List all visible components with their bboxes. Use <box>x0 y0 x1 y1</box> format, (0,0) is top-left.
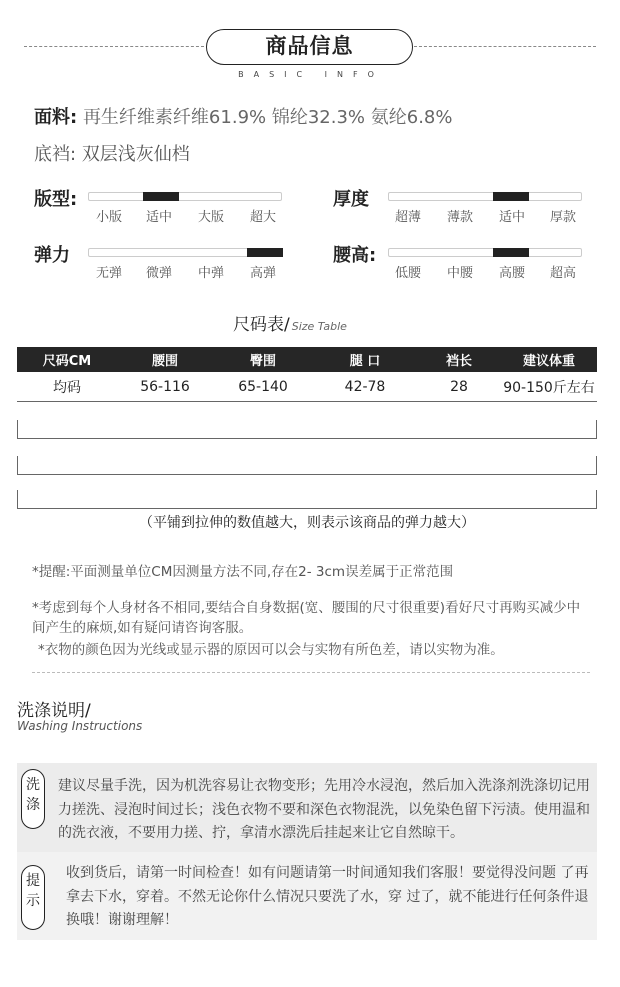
fabric-line <box>34 103 452 129</box>
crotch-line <box>34 140 190 166</box>
header-left-dashed-line <box>24 46 204 47</box>
table-edge-tick <box>17 490 18 508</box>
table-cell: 28 <box>450 378 468 395</box>
washing-subtitle: Washing Instructions <box>17 719 143 733</box>
fit-option: 小版 <box>95 210 122 225</box>
fit-option: 大版 <box>197 210 224 225</box>
table-edge-tick <box>596 456 597 474</box>
elasticity-option: 中弹 <box>197 266 224 281</box>
table-header-cell: 腿 口 <box>349 354 381 369</box>
washing-title: 洗涤说明/ <box>17 701 91 721</box>
elasticity-scale-bar <box>88 248 282 257</box>
table-header-cell: 腰围 <box>151 354 178 369</box>
section-divider <box>32 672 590 673</box>
color-note: *衣物的颜色因为光线或显示器的原因可以会与实物有所色差，请以实物为准。 <box>38 642 504 658</box>
table-edge-tick <box>17 420 18 438</box>
section-title: 商品信息 <box>206 29 413 65</box>
size-table-note: （平铺到拉伸的数值越大，则表示该商品的弹力越大） <box>139 515 475 531</box>
thickness-scale-title: 厚度 <box>333 189 369 210</box>
thickness-option: 厚款 <box>549 210 576 225</box>
elasticity-scale-options <box>84 262 288 281</box>
elasticity-scale-title: 弹力 <box>34 245 70 266</box>
table-empty-row-line <box>17 438 597 439</box>
size-advice-note: *考虑到每个人身材各不相同,要结合自身数据(宽、腰围的尺寸很重要)看好尺寸再购买减少中间产生的麻烦,如有疑问请咨询客服。 <box>32 600 581 636</box>
table-empty-row-line <box>17 474 597 475</box>
table-cell: 均码 <box>53 379 81 396</box>
table-edge-tick <box>596 420 597 438</box>
size-table-title-cn: 尺码表/ <box>233 315 290 335</box>
fit-scale-options <box>84 206 288 225</box>
header-right-dashed-line <box>414 46 596 47</box>
measurement-note: *提醒:平面测量单位CM因测量方法不同,存在2- 3cm误差属于正常范围 <box>32 564 454 580</box>
table-cell: 90-150斤左右 <box>503 379 595 396</box>
thickness-option: 薄款 <box>446 210 473 225</box>
fit-scale-fill <box>143 192 179 201</box>
fabric-label: 面料: <box>34 107 78 128</box>
waist-option: 高腰 <box>498 266 525 281</box>
table-row <box>17 372 597 402</box>
thickness-scale-fill <box>493 192 529 201</box>
crotch-value: 双层浅灰仙档 <box>81 144 190 165</box>
fit-scale-bar <box>88 192 282 201</box>
table-header-cell: 裆长 <box>445 354 472 369</box>
waist-option: 低腰 <box>394 266 421 281</box>
waist-scale-bar <box>388 248 582 257</box>
size-table-title-en: Size Table <box>291 320 347 333</box>
fit-option: 适中 <box>145 210 172 225</box>
wash-tag: 洗涤 <box>21 769 45 829</box>
section-subtitle: BASIC INFO <box>238 70 384 79</box>
fit-option: 超大 <box>249 210 276 225</box>
tip-text: 收到货后，请第一时间检查！如有问题请第一时间通知我们客服！要觉得没问题 了再拿去下水，穿着。不然无论你什么情况只要洗了水，穿 过了，就不能进行任何条件退换哦！谢谢理解！ <box>66 865 589 928</box>
elasticity-scale-fill <box>247 248 283 257</box>
waist-scale-fill <box>493 248 529 257</box>
wash-instructions-text: 建议尽量手洗，因为机洗容易让衣物变形；先用冷水浸泡，然后加入洗涤剂洗涤切记用力搓洗、浸泡时间过长；浅色衣物不要和深色衣物混洗，以免染色留下污渍。使用温和的洗衣液，不要用力搓、拧，拿清水漂洗后挂起来让它自然晾干。 <box>58 778 590 841</box>
waist-scale-options <box>382 262 588 281</box>
waist-option: 中腰 <box>446 266 473 281</box>
table-cell: 42-78 <box>344 378 386 395</box>
thickness-scale-options <box>382 206 588 225</box>
table-cell: 56-116 <box>140 378 190 395</box>
table-header-cell: 臀围 <box>249 354 276 369</box>
table-header-cell: 尺码CM <box>42 354 92 369</box>
table-empty-row-line <box>17 508 597 509</box>
tip-tag: 提示 <box>21 865 45 930</box>
table-header-cell: 建议体重 <box>522 354 575 369</box>
size-table-header <box>17 347 597 372</box>
table-edge-tick <box>17 456 18 474</box>
crotch-label: 底裆: <box>34 144 77 165</box>
thickness-option: 适中 <box>498 210 525 225</box>
elasticity-option: 无弹 <box>95 266 122 281</box>
thickness-scale-bar <box>388 192 582 201</box>
waist-option: 超高 <box>549 266 576 281</box>
fabric-value: 再生纤维素纤维61.9% 锦纶32.3% 氨纶6.8% <box>82 107 453 128</box>
fit-scale-title: 版型: <box>34 189 78 210</box>
thickness-option: 超薄 <box>394 210 421 225</box>
waist-scale-title: 腰高: <box>333 245 377 266</box>
elasticity-option: 高弹 <box>249 266 276 281</box>
elasticity-option: 微弹 <box>145 266 172 281</box>
table-cell: 65-140 <box>238 378 288 395</box>
size-table-title <box>233 310 347 335</box>
table-edge-tick <box>596 490 597 508</box>
